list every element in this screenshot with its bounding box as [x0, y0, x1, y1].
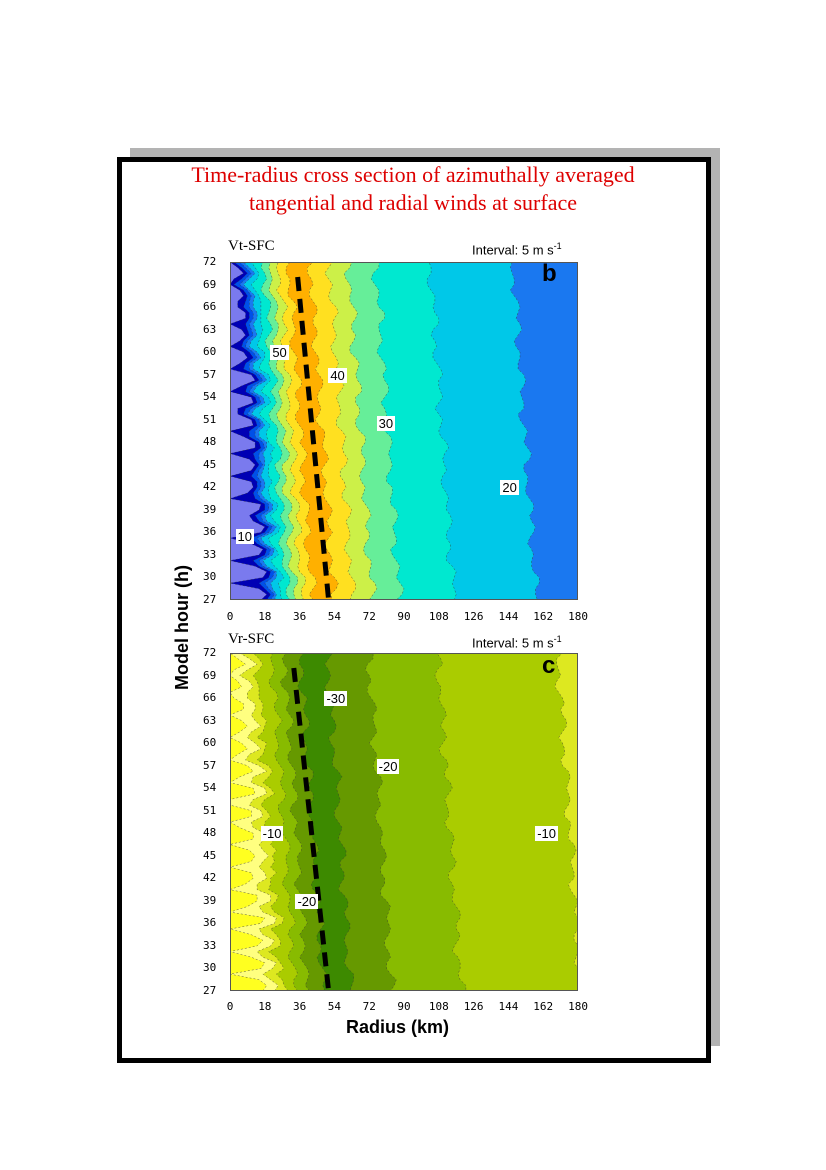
y-tick-label: 42 — [203, 480, 217, 494]
x-tick-label: 144 — [498, 1000, 519, 1013]
y-tick-label: 48 — [203, 826, 217, 840]
y-tick-label: 69 — [203, 277, 217, 291]
x-tick-label: 18 — [258, 610, 272, 623]
x-tick-label: 72 — [362, 1000, 376, 1013]
y-tick-label: 33 — [203, 547, 217, 561]
y-tick-label: 33 — [203, 938, 217, 952]
x-tick-label: 180 — [568, 1000, 588, 1013]
x-tick-label: 0 — [226, 1000, 234, 1013]
x-tick-label: 126 — [463, 610, 484, 623]
y-tick-label: 30 — [203, 570, 217, 584]
y-tick-label: 51 — [203, 803, 217, 817]
y-tick-label: 51 — [203, 412, 217, 426]
contour-label: 40 — [330, 367, 345, 383]
panel-b-plot — [230, 262, 578, 600]
contour-label: 20 — [502, 480, 517, 496]
y-tick-label: 60 — [203, 345, 217, 359]
y-tick-label: 54 — [203, 781, 217, 795]
contour-label: 30 — [378, 416, 394, 432]
y-axis-label: Model hour (h) — [172, 565, 192, 690]
y-tick-label: 69 — [203, 668, 217, 682]
panel-c-title: Vr-SFC — [228, 631, 275, 647]
y-tick-label: 57 — [203, 758, 217, 772]
x-tick-label: 90 — [397, 1000, 411, 1013]
x-axis-label: Radius (km) — [346, 1017, 450, 1037]
y-tick-label: 66 — [203, 691, 217, 705]
x-tick-label: 18 — [258, 1000, 272, 1013]
y-tick-label: 57 — [203, 367, 217, 381]
x-tick-label: 90 — [397, 610, 411, 623]
contour-label: -20 — [297, 893, 317, 909]
y-tick-label: 45 — [203, 848, 217, 862]
panel-b-interval: Interval: 5 m $s^{-1}$ — [472, 241, 562, 258]
y-tick-label: 60 — [203, 736, 217, 750]
y-tick-label: 42 — [203, 871, 217, 885]
y-tick-label: 36 — [203, 525, 217, 539]
contour-label: -20 — [378, 758, 398, 774]
y-tick-label: 36 — [203, 916, 217, 930]
panel-c-plot — [230, 653, 578, 991]
y-tick-label: 66 — [203, 300, 217, 314]
contour-label: -10 — [537, 826, 556, 842]
panel-b-title: Vt-SFC — [228, 238, 275, 254]
x-tick-label: 108 — [428, 1000, 449, 1013]
figure-title-line1: Time-radius cross section of azimuthally averaged — [191, 162, 635, 187]
x-tick-label: 144 — [498, 610, 519, 623]
x-tick-label: 180 — [568, 610, 588, 623]
x-tick-label: 54 — [327, 1000, 342, 1013]
y-tick-label: 39 — [203, 893, 217, 907]
y-tick-label: 39 — [203, 502, 217, 516]
y-tick-label: 30 — [203, 961, 217, 975]
x-tick-label: 36 — [293, 1000, 307, 1013]
y-tick-label: 48 — [203, 435, 217, 449]
contour-label: -10 — [262, 826, 282, 842]
x-tick-label: 108 — [428, 610, 449, 623]
y-tick-label: 45 — [203, 457, 217, 471]
x-tick-label: 54 — [327, 610, 342, 623]
x-tick-label: 162 — [533, 610, 554, 623]
contour-label: 10 — [237, 529, 252, 545]
contour-label: -30 — [326, 691, 346, 707]
y-tick-label: 27 — [203, 593, 217, 606]
y-tick-label: 72 — [203, 255, 217, 268]
figure-title-line2: tangential and radial winds at surface — [248, 190, 578, 215]
x-tick-label: 36 — [293, 610, 307, 623]
y-tick-label: 54 — [203, 390, 217, 404]
x-tick-label: 72 — [362, 610, 376, 623]
x-tick-label: 0 — [226, 610, 234, 623]
y-tick-label: 72 — [203, 646, 217, 659]
panel-b-letter: b — [542, 260, 557, 287]
x-tick-label: 126 — [463, 1000, 484, 1013]
x-tick-label: 162 — [533, 1000, 554, 1013]
panel-c-letter: c — [542, 652, 556, 679]
y-tick-label: 63 — [203, 713, 217, 727]
panel-c-interval: Interval: 5 m $s^{-1}$ — [472, 634, 562, 651]
y-tick-label: 63 — [203, 322, 217, 336]
contour-label: 50 — [272, 345, 287, 361]
y-tick-label: 27 — [203, 984, 217, 997]
